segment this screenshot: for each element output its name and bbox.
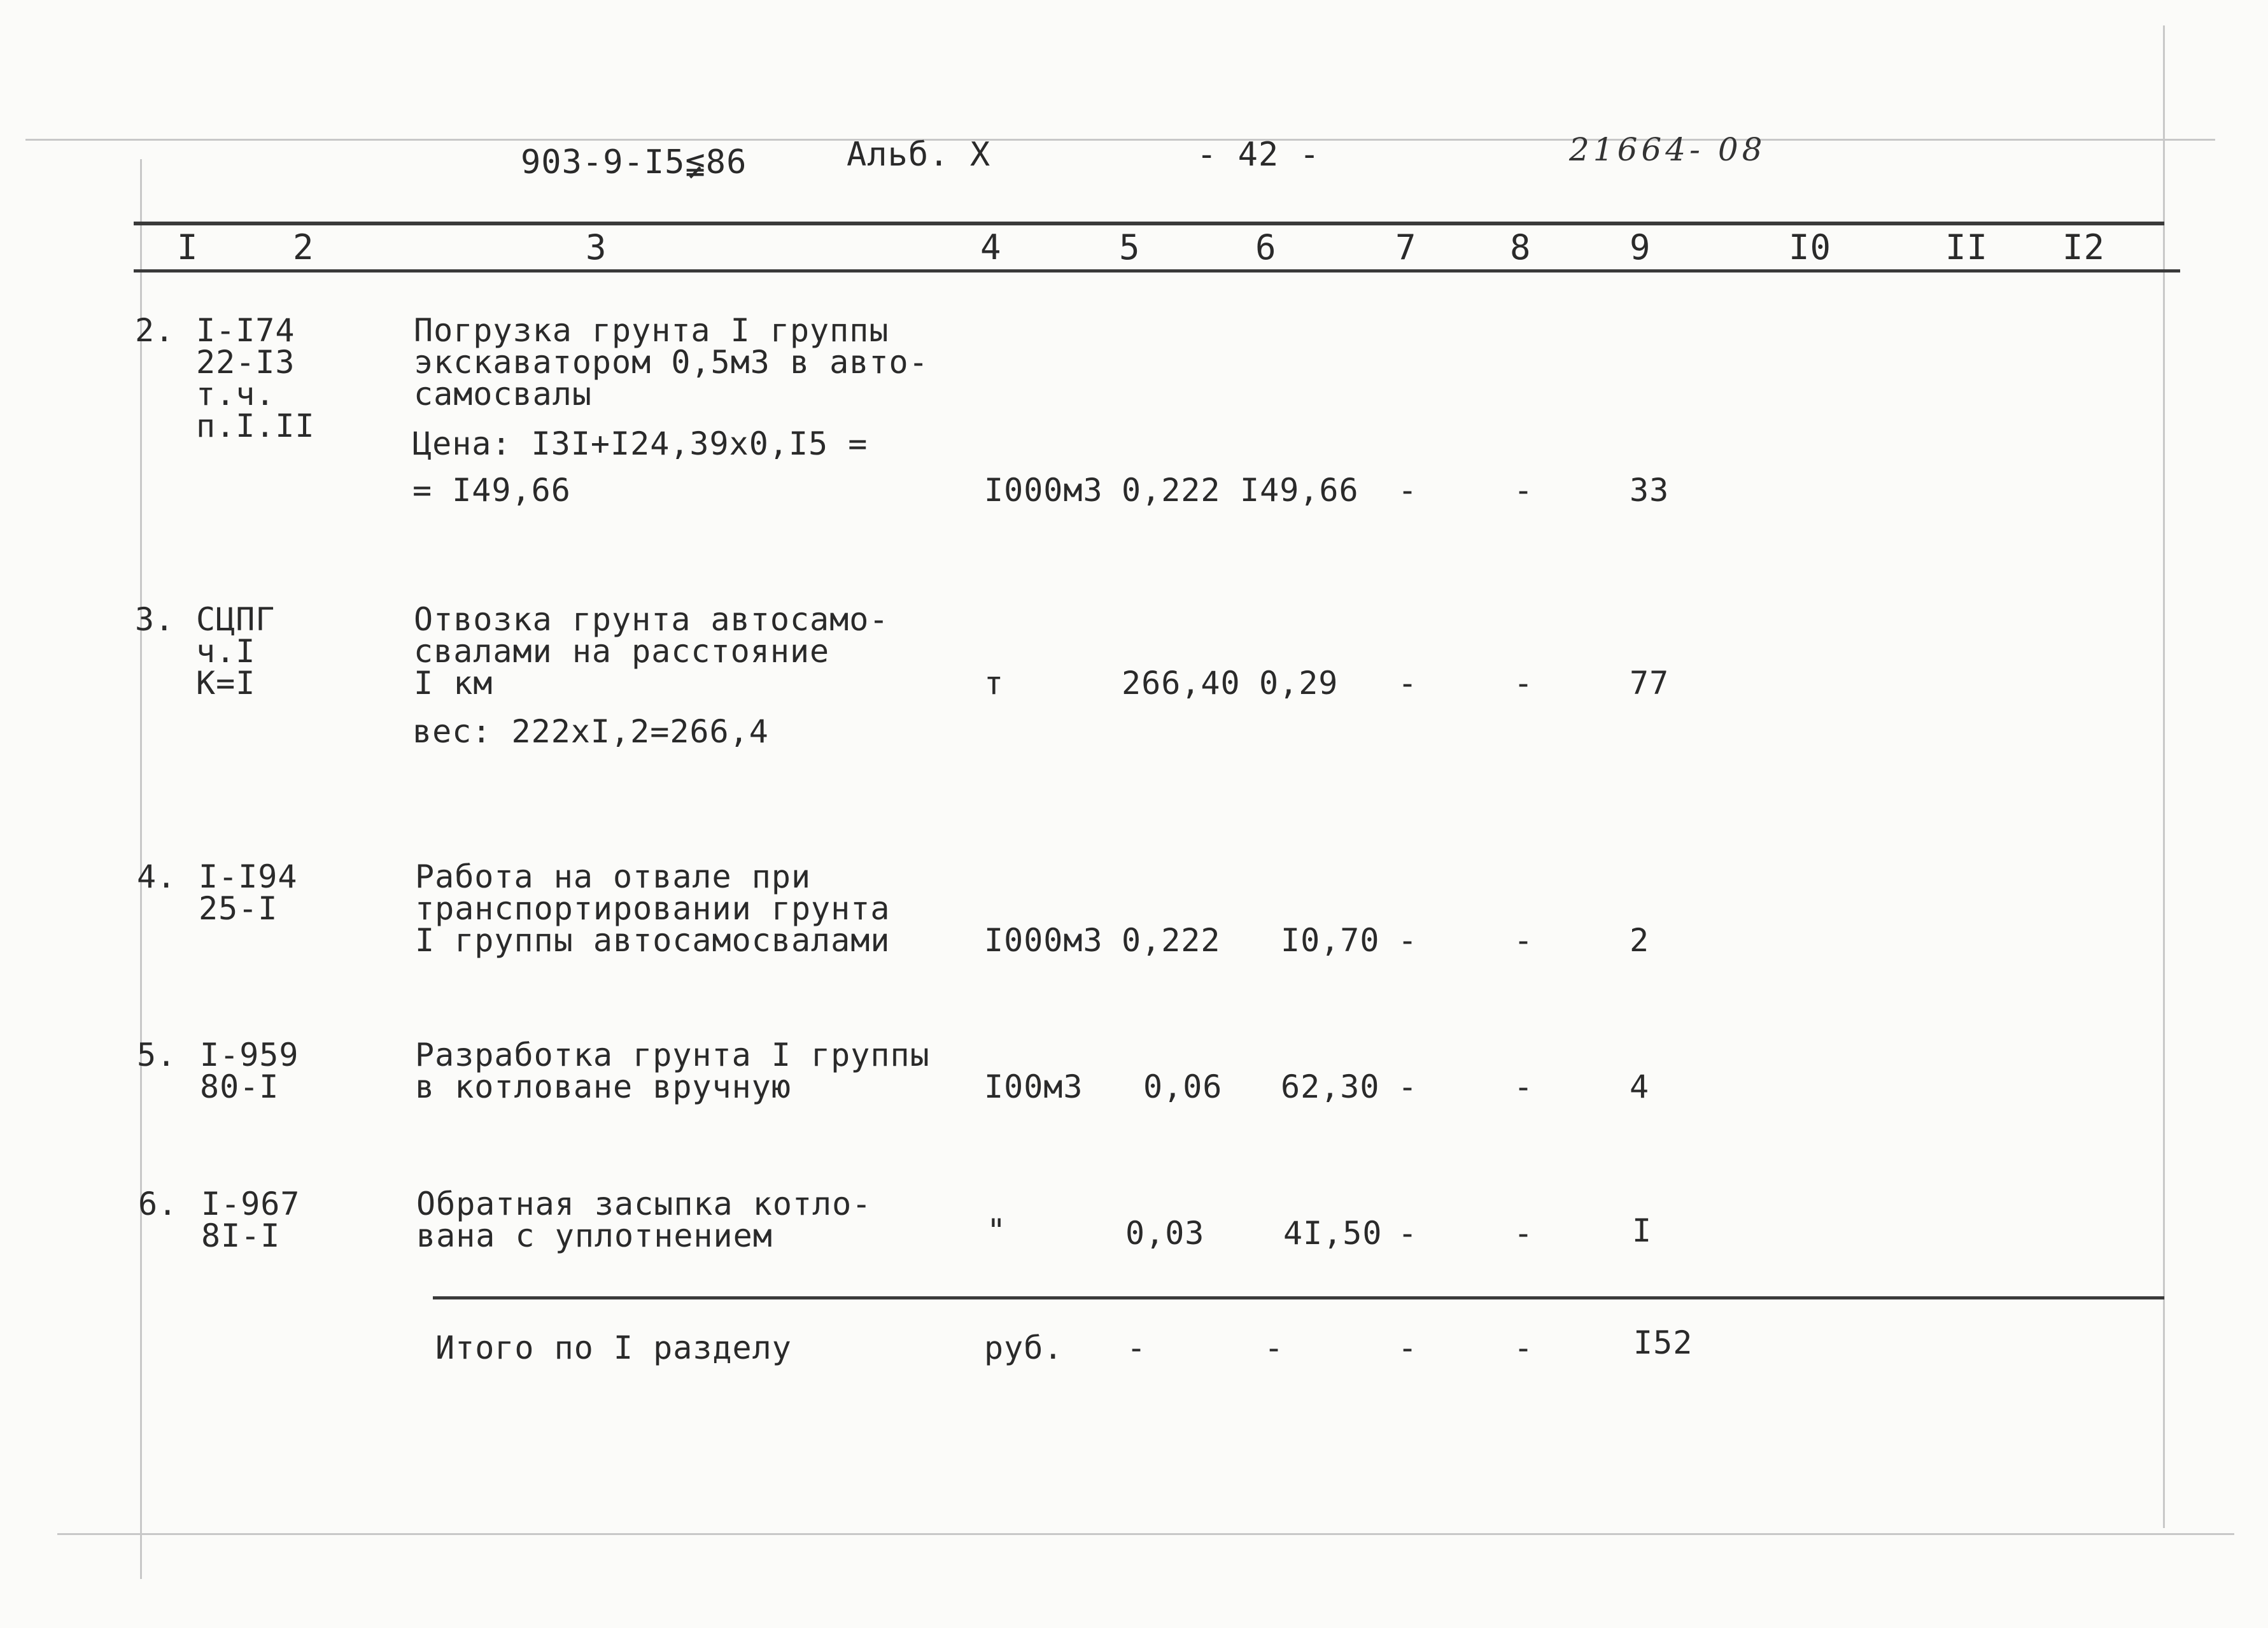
right-scan-line (2163, 25, 2165, 1528)
summary-col8: - (1514, 1329, 1534, 1366)
row-col8: - (1514, 922, 1534, 959)
row-number: 6. (138, 1186, 178, 1222)
col-header-6: 6 (1255, 227, 1277, 267)
row-quantity: 0,06 (1143, 1068, 1223, 1105)
summary-rule (433, 1296, 2164, 1299)
row-description-line: экскаватором 0,5мЗ в авто- (414, 344, 929, 381)
row-price: I0,70 (1281, 922, 1380, 959)
row-description-line: вана с уплотнением (416, 1217, 773, 1254)
row-col8: - (1514, 1215, 1534, 1252)
doc-code: 903-9-I5≨86 (521, 143, 747, 181)
row-code-line: I-I74 (196, 312, 295, 349)
summary-unit: руб. (984, 1329, 1064, 1366)
top-scan-line (25, 139, 2215, 141)
row-code-line: п.I.II (196, 407, 315, 444)
row-code-line: СЦПГ (196, 601, 276, 638)
row-note: Цена: I3I+I24,39x0,I5 = (412, 425, 868, 462)
row-price: 0,29 (1259, 665, 1339, 702)
row-col7: - (1398, 1215, 1418, 1252)
row-col7: - (1398, 922, 1418, 959)
col-header-11: II (1945, 227, 1989, 267)
row-number: 2. (135, 312, 175, 349)
album-label: Альб. X (847, 136, 991, 174)
header-top-rule (134, 222, 2164, 225)
col-header-1: I (177, 227, 199, 267)
row-price: I49,66 (1240, 472, 1359, 509)
row-total: 77 (1630, 665, 1670, 702)
row-code-line: 22-I3 (196, 344, 295, 381)
row-total: 4 (1630, 1068, 1650, 1105)
page-number: - 42 - (1197, 136, 1320, 174)
row-col7: - (1398, 665, 1418, 702)
row-unit: I00мЗ (984, 1068, 1083, 1105)
row-quantity: 0,222 (1122, 922, 1221, 959)
row-code-line: I-I94 (199, 858, 298, 895)
row-description-line: транспортировании грунта (415, 890, 891, 927)
row-unit: " (987, 1212, 1007, 1249)
row-note: вес: 222xI,2=266,4 (412, 713, 769, 750)
row-unit: I000мЗ (984, 922, 1103, 959)
header-bottom-rule (134, 269, 2180, 273)
row-col8: - (1514, 665, 1534, 702)
col-header-3: 3 (586, 227, 607, 267)
row-number: 4. (137, 858, 177, 895)
row-unit: т (984, 665, 1004, 702)
row-quantity: 0,03 (1125, 1215, 1205, 1252)
row-code-line: 25-I (199, 890, 278, 927)
row-code-line: т.ч. (196, 376, 276, 413)
row-description-line: свалами на расстояние (414, 633, 830, 670)
row-price: 62,30 (1281, 1068, 1380, 1105)
row-code-line: I-959 (200, 1037, 299, 1073)
col-header-9: 9 (1630, 227, 1651, 267)
row-code-line: 8I-I (201, 1217, 281, 1254)
col-header-4: 4 (980, 227, 1002, 267)
row-description-line: Обратная засыпка котло- (416, 1186, 872, 1222)
col-header-10: I0 (1789, 227, 1832, 267)
row-description-line: в котловане вручную (415, 1068, 791, 1105)
row-price: 4I,50 (1283, 1215, 1383, 1252)
row-note: = I49,66 (412, 472, 571, 509)
row-total: 2 (1630, 922, 1650, 959)
row-number: 3. (135, 601, 175, 638)
row-number: 5. (137, 1037, 177, 1073)
row-description-line: Работа на отвале при (415, 858, 812, 895)
col-header-8: 8 (1510, 227, 1532, 267)
row-description-line: I км (414, 665, 493, 702)
summary-col5: - (1127, 1329, 1147, 1366)
row-total: I (1632, 1212, 1652, 1249)
row-description-line: I группы автосамосвалами (415, 922, 891, 959)
row-description-line: Погрузка грунта I группы (414, 312, 889, 349)
row-code-line: ч.I (196, 633, 256, 670)
row-unit: I000мЗ (984, 472, 1103, 509)
row-code-line: 80-I (200, 1068, 279, 1105)
row-col8: - (1514, 472, 1534, 509)
row-total: 33 (1630, 472, 1670, 509)
row-code-line: I-967 (201, 1186, 300, 1222)
summary-label: Итого по I разделу (435, 1329, 792, 1366)
summary-col7: - (1398, 1329, 1418, 1366)
row-col7: - (1398, 1068, 1418, 1105)
row-col7: - (1398, 472, 1418, 509)
row-quantity: 0,222 (1122, 472, 1221, 509)
row-col8: - (1514, 1068, 1534, 1105)
row-description-line: Отвозка грунта автосамо- (414, 601, 889, 638)
col-header-2: 2 (293, 227, 314, 267)
col-header-5: 5 (1119, 227, 1141, 267)
row-description-line: самосвалы (414, 376, 592, 413)
bottom-scan-line (57, 1533, 2234, 1535)
row-description-line: Разработка грунта I группы (415, 1037, 930, 1073)
handwritten-code: 21664- 08 (1569, 131, 1766, 168)
col-header-12: I2 (2062, 227, 2106, 267)
col-header-7: 7 (1395, 227, 1417, 267)
row-quantity: 266,40 (1122, 665, 1241, 702)
row-code-line: К=I (196, 665, 256, 702)
summary-total: I52 (1633, 1324, 1693, 1361)
summary-col6: - (1264, 1329, 1285, 1366)
